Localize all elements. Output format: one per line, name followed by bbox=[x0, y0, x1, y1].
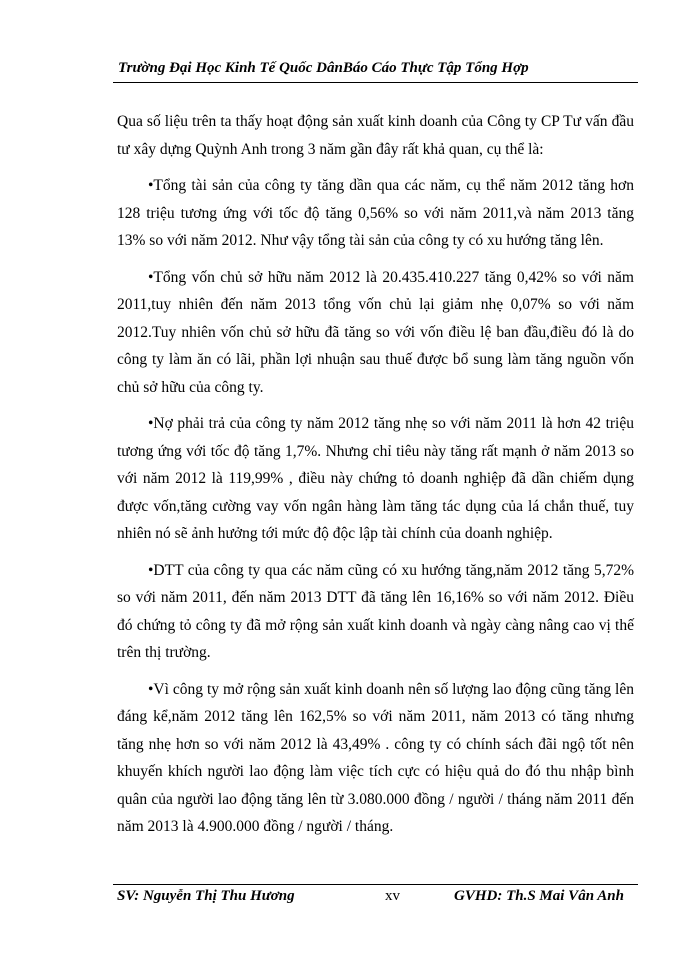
footer-student: SV: Nguyễn Thị Thu Hương bbox=[117, 888, 295, 904]
footer-advisor: GVHD: Th.S Mai Vân Anh bbox=[454, 888, 624, 904]
footer-rule bbox=[113, 884, 638, 885]
intro-paragraph: Qua số liệu trên ta thấy hoạt động sản xuất kinh doanh của Công ty CP Tư vấn đầu tư xây dựng Quỳnh Anh trong 3 năm gần đây rất khả quan, cụ thể là: bbox=[117, 113, 634, 158]
bullet-net-revenue: •DTT của công ty qua các năm cũng có xu hướng tăng,năm 2012 tăng 5,72% so với năm 2011, đến năm 2013 DTT đã tăng lên 16,16% so với năm 2012. Điều đó chứng tỏ công ty đã mở rộng sản xuất kinh doanh và ngày càng nâng cao vị thế trên thị trường. bbox=[117, 561, 634, 661]
header-rule bbox=[113, 82, 638, 83]
document-body bbox=[117, 108, 634, 850]
bullet-equity: •Tổng vốn chủ sở hữu năm 2012 là 20.435.410.227 tăng 0,42% so với năm 2011,tuy nhiên đến năm 2013 tổng vốn chủ lại giảm nhẹ 0,07% so với năm 2012.Tuy nhiên vốn chủ sở hữu đã tăng so với vốn điều lệ ban đầu,điều đó là do công ty làm ăn có lãi, phần lợi nhuận sau thuế được bổ sung làm tăng nguồn vốn chủ sở hữu của công ty. bbox=[117, 268, 634, 396]
footer-page-number: xv bbox=[385, 888, 400, 904]
bullet-total-assets: •Tổng tài sản của công ty tăng dần qua các năm, cụ thể năm 2012 tăng hơn 128 triệu tương ứng với tốc độ tăng 0,56% so với năm 2011,và năm 2013 tăng 13% so với năm 2012. Như vậy tổng tài sản của công ty có xu hướng tăng lên. bbox=[117, 177, 634, 249]
page-header: Trường Đại Học Kinh Tế Quốc DânBáo Cáo Thực Tập Tổng Hợp bbox=[118, 60, 529, 76]
bullet-liabilities: •Nợ phải trả của công ty năm 2012 tăng nhẹ so với năm 2011 là hơn 42 triệu tương ứng với tốc độ tăng 1,7%. Nhưng chỉ tiêu này tăng rất mạnh ở năm 2013 so với năm 2012 là 119,99% , điều này chứng tỏ doanh nghiệp đã dần chiếm dụng được vốn,tăng cường vay vốn ngân hàng làm tăng tác dụng của lá chắn thuế, tuy nhiên nó sẽ ảnh hưởng tới mức độ độc lập tài chính của doanh nghiệp. bbox=[117, 415, 634, 542]
bullet-labor: •Vì công ty mở rộng sản xuất kinh doanh nên số lượng lao động cũng tăng lên đáng kể,năm 2012 tăng lên 162,5% so với năm 2011, năm 2013 có tăng nhưng tăng nhẹ hơn so với năm 2012 là 43,49% . công ty có chính sách đãi ngộ tốt nên khuyến khích người lao động làm việc tích cực có hiệu quả do đó thu nhập bình quân của người lao động tăng lên từ 3.080.000 đồng / người / tháng năm 2011 đến năm 2013 là 4.900.000 đồng / người / tháng. bbox=[117, 680, 634, 835]
